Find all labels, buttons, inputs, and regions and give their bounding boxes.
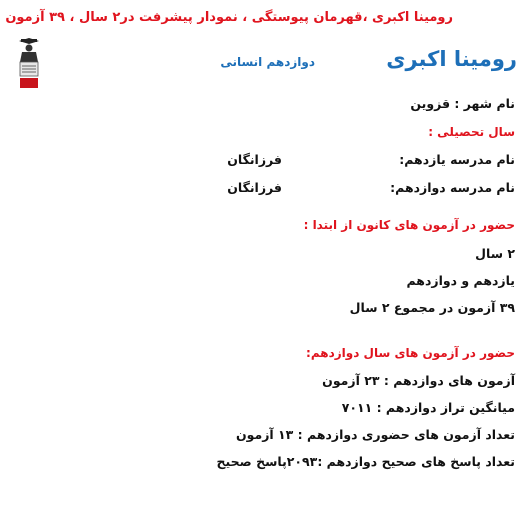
grade12-exams: آزمون های دوازدهم : ۲۳ آزمون (322, 373, 515, 388)
school-12-label: نام مدرسه دوازدهم: (390, 180, 515, 195)
school-11-label: نام مدرسه یازدهم: (399, 152, 515, 167)
kanoon-total: ۳۹ آزمون در مجموع ۲ سال (349, 300, 515, 315)
grade12-average: میانگین تراز دوازدهم : ۷۰۱۱ (341, 400, 515, 415)
grade12-heading: حضور در آزمون های سال دوازدهم: (306, 346, 515, 360)
grade12-correct: تعداد پاسخ های صحیح دوازدهم :۲۰۹۳پاسخ صحیح (216, 454, 515, 469)
kanoon-graduate-logo-icon (18, 38, 40, 90)
city: نام شهر : قزوین (410, 96, 515, 111)
kanoon-years: ۲ سال (475, 246, 515, 261)
page-headline: رومینا اکبری ،قهرمان پیوستگی ، نمودار پیشرفت در۲ سال ، ۳۹ آزمون (5, 10, 453, 25)
kanoon-heading: حضور در آزمون های کانون از ابتدا : (303, 218, 515, 232)
kanoon-grades: یازدهم و دوازدهم (406, 273, 515, 288)
school-year-heading: سال تحصیلی : (428, 125, 515, 139)
student-grade: دوازدهم انسانی (220, 55, 315, 69)
grade12-attended: تعداد آزمون های حضوری دوازدهم : ۱۳ آزمون (235, 427, 515, 442)
school-11-value: فرزانگان (227, 152, 282, 167)
school-12-value: فرزانگان (227, 180, 282, 195)
student-name: رومینا اکبری (386, 47, 517, 71)
